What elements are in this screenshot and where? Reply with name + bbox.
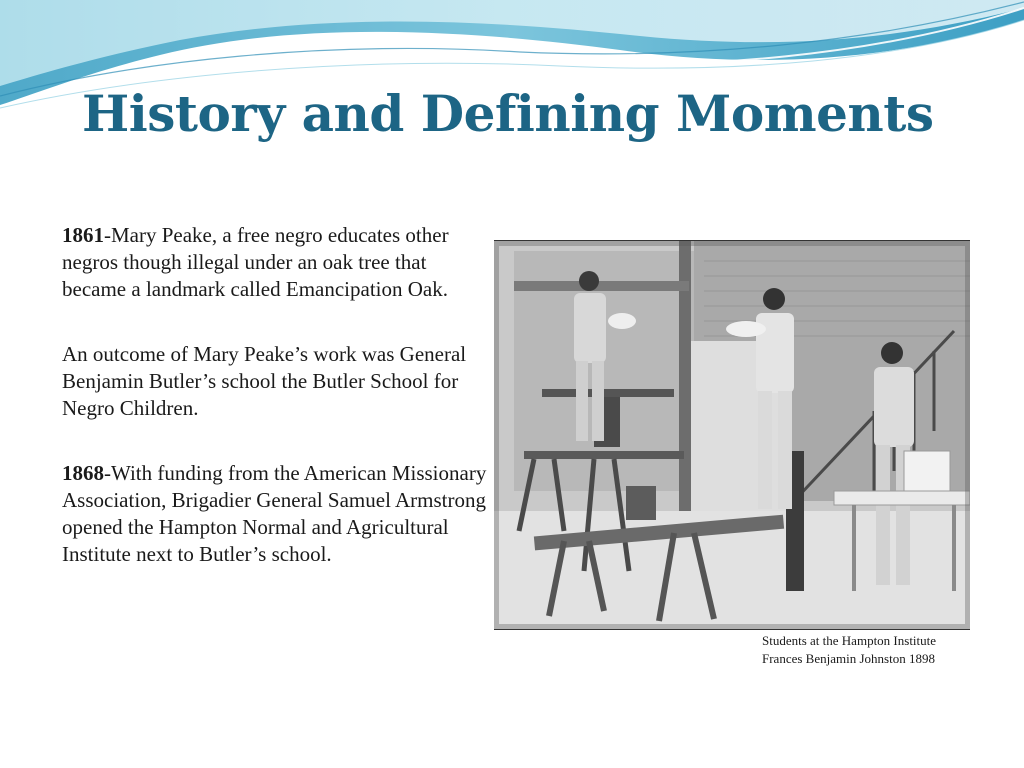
photo-caption <box>762 632 936 668</box>
paragraph-text: -With funding from the American Missionary Association, Brigadier General Samuel Armstrong opened the Hampton Normal and Agricultural Institute next to Butler’s school. <box>62 461 487 566</box>
caption-line-1: Students at the Hampton Institute <box>762 633 937 648</box>
year-label: 1868 <box>62 461 104 485</box>
caption-line-2: Frances Benjamin Johnston 1898 <box>762 651 935 666</box>
year-label: 1861 <box>62 223 104 247</box>
slide-title: History and Defining Moments <box>82 84 934 143</box>
paragraph-text: -Mary Peake, a free negro educates other negros though illegal under an oak tree that became a landmark called Emancipation Oak. <box>62 223 449 301</box>
photo-illustration <box>494 241 970 629</box>
paragraph-1861 <box>62 222 492 303</box>
paragraph-butler-school <box>62 341 492 422</box>
paragraph-1868 <box>62 460 492 568</box>
slide-body <box>62 222 492 606</box>
paragraph-text: An outcome of Mary Peake’s work was General Benjamin Butler’s school the Butler School for Negro Children. <box>62 342 467 420</box>
historical-photo <box>494 240 970 630</box>
